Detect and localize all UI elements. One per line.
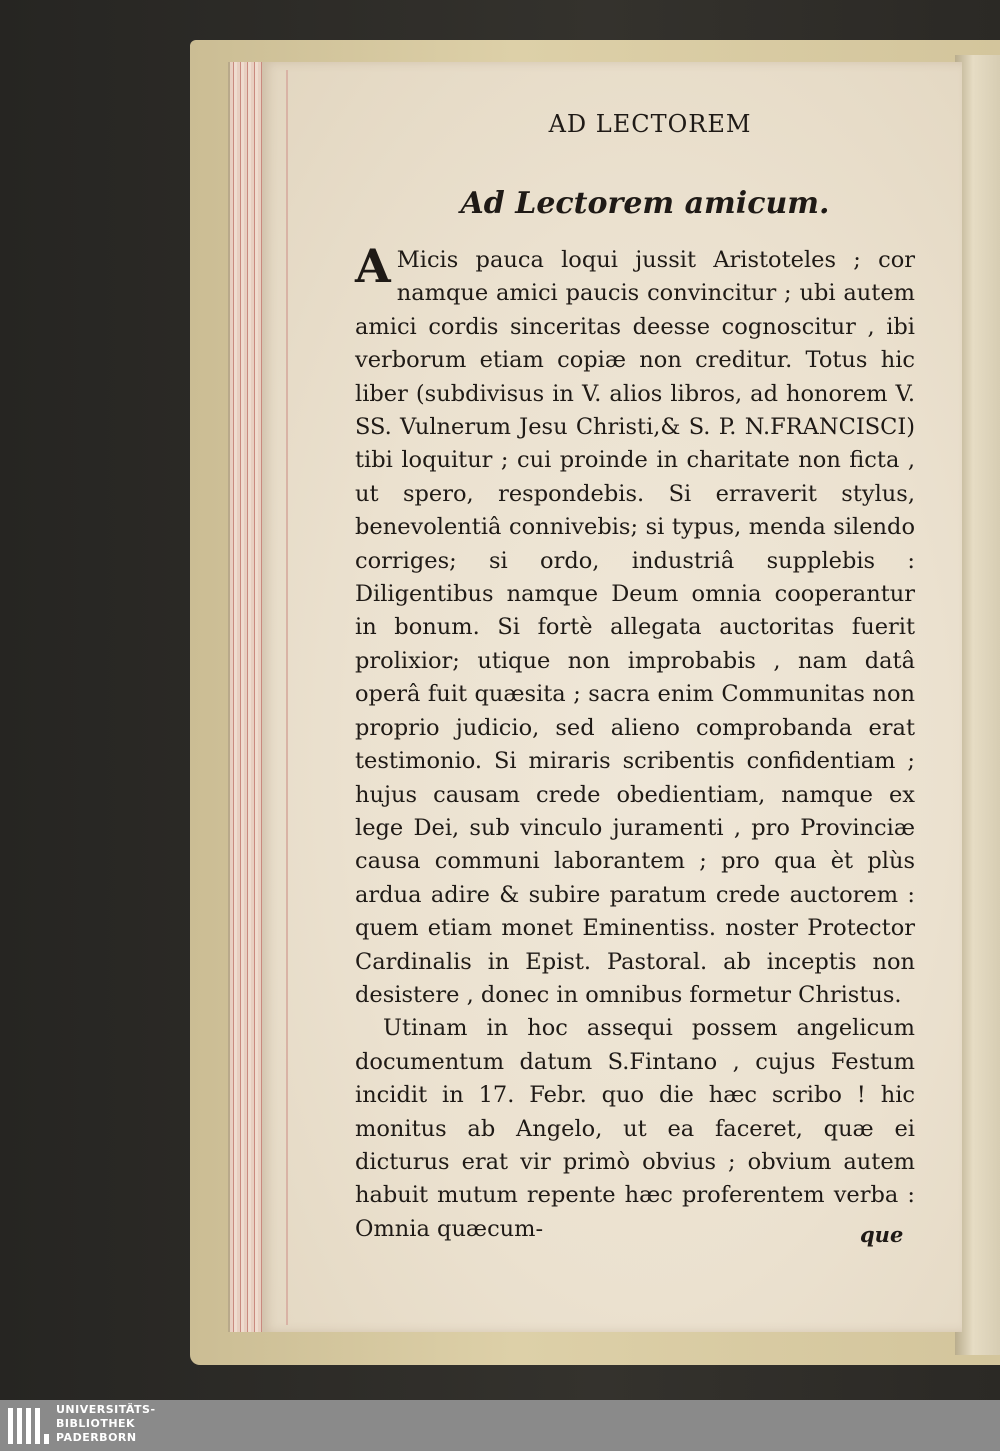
page-margin-rule bbox=[286, 70, 288, 1325]
drop-cap: A bbox=[355, 239, 391, 293]
library-logo-icon bbox=[6, 1404, 50, 1448]
logo-line-3: PADERBORN bbox=[56, 1431, 137, 1444]
logo-line-2: BIBLIOTHEK bbox=[56, 1417, 136, 1430]
page-body bbox=[355, 239, 915, 1246]
paragraph-2: Utinam in hoc assequi possem angelicum documentum datum S.Fintano , cujus Festum incidit in 17. Febr. quo die hæc scribo ! hic monitus ab Angelo, ut ea faceret, quæ ei dicturus erat vir primò obvius ; obvium autem habuit mutum repente hæc proferentem verba : Omnia quæcum- bbox=[355, 1015, 915, 1242]
catchword: que bbox=[860, 1222, 904, 1247]
page-text-block bbox=[355, 100, 915, 1269]
page-title: Ad Lectorem amicum. bbox=[460, 186, 830, 221]
paragraph-1-text: Micis pauca loqui jussit Aristoteles ; cor namque amici paucis convincitur ; ubi autem amici cordis sinceritas deesse cognoscitur , ibi verborum etiam copiæ non creditur. Totus hic liber (subdivisus in V. alios libros, ad honorem V. SS. Vulnerum Jesu Christi,& S. P. N.FRANCISCI) tibi loquitur ; cui proinde in charitate non ficta , ut spero, respondebis. Si erraverit stylus, benevolentiâ connivebis; si typus, menda silendo corriges; si ordo, industriâ supplebis : Diligentibus namque Deum omnia cooperantur in bonum. Si fortè allegata auctoritas fuerit prolixior; utique non improbabis , nam datâ operâ fuit quæsita ; sacra enim Communitas non proprio judicio, sed alieno comprobanda erat testimonio. Si miraris scribentis confidentiam ; hujus causam crede obedientiam, namque ex lege Dei, sub vinculo juramenti , pro Provinciæ causa communi laborantem ; pro qua èt plùs ardua adire & subire paratum crede auctorem : quem etiam monet Eminentiss. noster Protector Cardinalis in Epist. Pastoral. ab inceptis non desistere , donec in omnibus formetur Christus. bbox=[355, 247, 915, 1008]
library-logo-text bbox=[56, 1403, 156, 1445]
logo-line-1: UNIVERSITÄTS- bbox=[56, 1403, 156, 1416]
paragraph-1 bbox=[355, 239, 915, 1012]
running-head: AD LECTOREM bbox=[548, 110, 752, 138]
